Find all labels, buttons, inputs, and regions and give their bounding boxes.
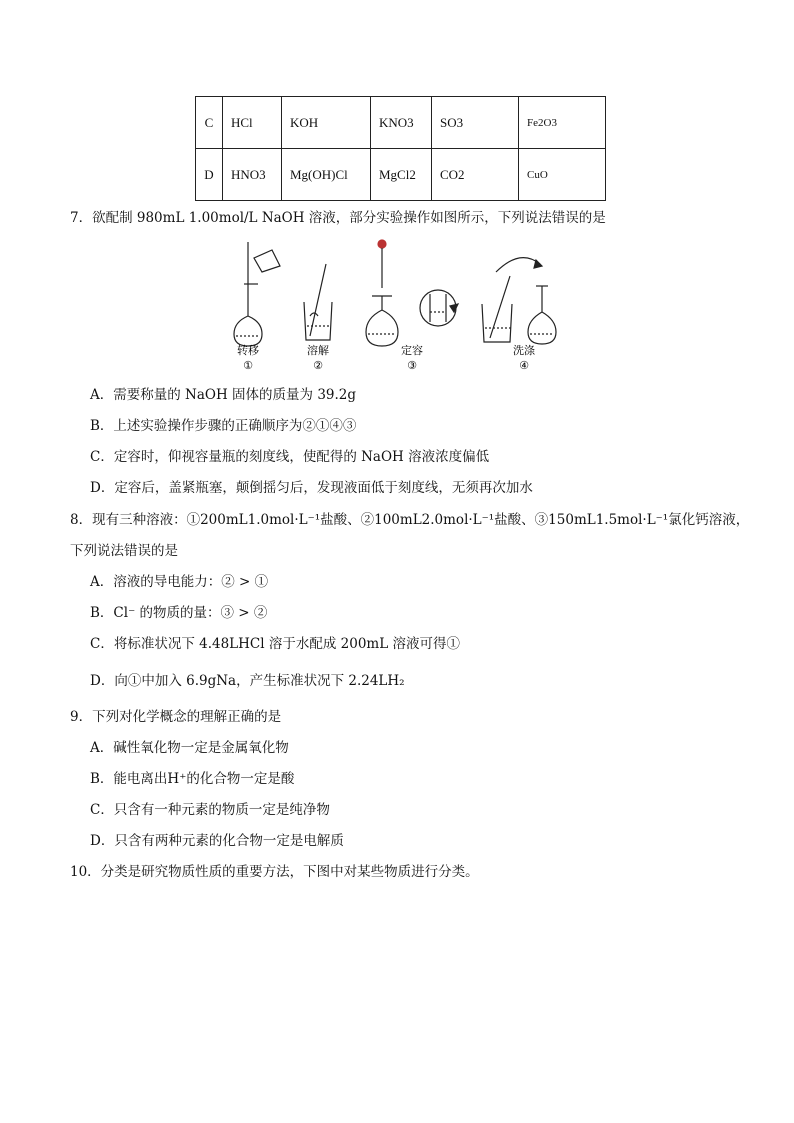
fix-volume-illustration <box>366 240 458 346</box>
figure-num-2: ② <box>313 359 323 372</box>
q9-option-b: B．能电离出H⁺的化合物一定是酸 <box>90 771 295 787</box>
q7-option-d: D．定容后，盖紧瓶塞，颠倒摇匀后，发现液面低于刻度线，无须再次加水 <box>90 480 533 496</box>
q7-option-b: B．上述实验操作步骤的正确顺序为②①④③ <box>90 418 357 434</box>
q8-option-a: A．溶液的导电能力：② > ① <box>90 574 269 590</box>
question-8-stem: 8．现有三种溶液：①200mL1.0mol·L⁻¹盐酸、②100mL2.0mol·L⁻¹盐酸、③150mL1.5mol·L⁻¹氯化钙溶液， <box>70 512 750 528</box>
figure-label-wash: 洗涤 <box>513 344 535 357</box>
q7-option-c: C．定容时，仰视容量瓶的刻度线，使配得的 NaOH 溶液浓度偏低 <box>90 449 490 465</box>
table-cell: Mg(OH)Cl <box>282 149 371 201</box>
table-cell: MgCl2 <box>371 149 432 201</box>
table-cell: CuO <box>519 149 606 201</box>
table-row <box>196 149 606 201</box>
question-7-stem: 7．欲配制 980mL 1.00mol/L NaOH 溶液，部分实验操作如图所示，下列说法错误的是 <box>70 210 606 226</box>
question-10-stem: 10．分类是研究物质性质的重要方法，下图中对某些物质进行分类。 <box>70 864 479 880</box>
question-8-stem-cont: 下列说法错误的是 <box>70 543 178 559</box>
row-label: D <box>196 149 223 201</box>
figure-label-dissolve: 溶解 <box>307 344 329 357</box>
figure-num-1: ① <box>243 359 253 372</box>
figure-label-transfer: 转移 <box>237 344 259 357</box>
figure-num-4: ④ <box>519 359 529 372</box>
table-row <box>196 97 606 149</box>
table-cell: SO3 <box>432 97 519 149</box>
q7-option-a: A．需要称量的 NaOH 固体的质量为 39.2g <box>90 387 357 403</box>
lab-operations-figure <box>226 236 566 376</box>
table-cell: HNO3 <box>223 149 282 201</box>
table-cell: HCl <box>223 97 282 149</box>
q8-option-c: C．将标准状况下 4.48LHCl 溶于水配成 200mL 溶液可得① <box>90 636 460 652</box>
figure-num-3: ③ <box>407 359 417 372</box>
q8-option-b: B．Cl⁻ 的物质的量：③ > ② <box>90 605 268 621</box>
question-9-stem: 9．下列对化学概念的理解正确的是 <box>70 709 282 725</box>
substance-table <box>195 96 606 201</box>
q9-option-d: D．只含有两种元素的化合物一定是电解质 <box>90 833 344 849</box>
row-label: C <box>196 97 223 149</box>
dissolve-illustration <box>304 264 332 340</box>
table-cell: Fe2O3 <box>519 97 606 149</box>
q9-option-a: A．碱性氧化物一定是金属氧化物 <box>90 740 289 756</box>
table-cell: CO2 <box>432 149 519 201</box>
q8-option-d: D．向①中加入 6.9gNa，产生标准状况下 2.24LH₂ <box>90 673 405 689</box>
wash-illustration <box>482 258 556 344</box>
q9-option-c: C．只含有一种元素的物质一定是纯净物 <box>90 802 330 818</box>
table-cell: KOH <box>282 97 371 149</box>
figure-label-fix-volume: 定容 <box>401 344 423 357</box>
transfer-illustration <box>234 242 280 346</box>
table-cell: KNO3 <box>371 97 432 149</box>
